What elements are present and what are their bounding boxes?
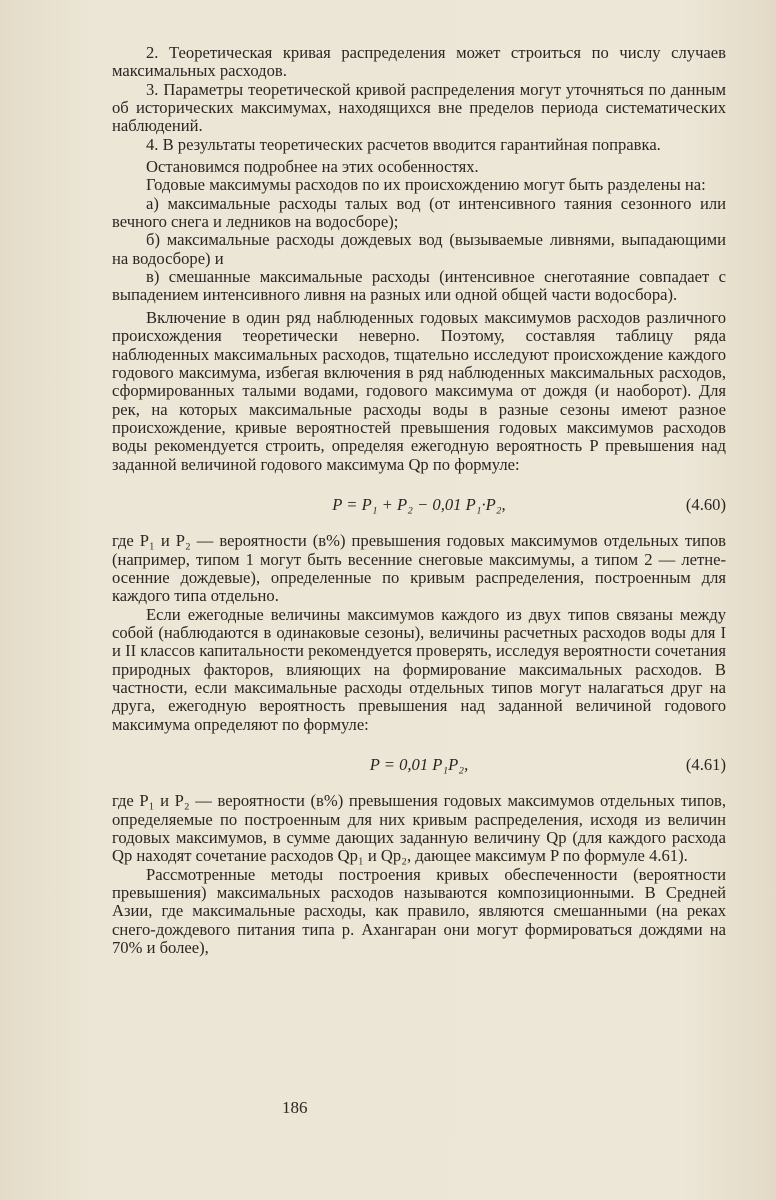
page-body: [112, 44, 726, 957]
formula-text: P = 0,01 P₁P₂,: [369, 755, 469, 775]
paragraph: Включение в один ряд наблюденных годовых максимумов расходов различного происхождения теоретически неверно. Поэтому, составляя таблицу ряда наблюденных максимальных расходов, тщательно исследуют происхождение каждого годового максимума, избегая включения в ряд наблюденных максимальных расходов, сформированных талыми водами, годового максимума от дождя (и наоборот). Для рек, на которых максимальные расходы воды в разные сезоны имеют разное происхождение, кривые вероятностей превышения годовых максимумов расходов воды рекомендуется строить, определяя ежегодную вероятность P превышения над заданной величиной годового максимума Qр по формуле:: [112, 307, 726, 474]
formula-4-60: [112, 496, 726, 514]
list-item-a: а) максимальные расходы талых вод (от интенсивного таяния сезонного или вечного снега и ледников на водосборе);: [112, 193, 726, 232]
formula-number: (4.60): [685, 494, 726, 514]
paragraph: где P₁ и P₂ — вероятности (в%) превышения годовых максимумов отдельных типов, определяемые по построенным для них кривым распределения, исходя из величин годовых максимумов, в сумме дающих заданную величину Qр (для каждого расхода Qр находят сочетание расходов Qр₁ и Qр₂, дающее максимум P по формуле 4.61).: [112, 791, 726, 866]
paragraph: 3. Параметры теоретической кривой распределения могут уточняться по данным об исторических максимумах, находящихся вне пределов периода систематических наблюдений.: [112, 79, 726, 136]
paragraph: 4. В результаты теоретических расчетов вводится гарантийная поправка.: [146, 134, 661, 154]
list-item-c: в) смешанные максимальные расходы (интенсивное снеготаяние совпадает с выпадением интенсивного ливня на разных или одной общей части водосбора).: [112, 267, 726, 305]
paragraph: Если ежегодные величины максимумов каждого из двух типов связаны между собой (наблюдаются в одинаковые сезоны), величины расчетных расходов воды для I и II классов капитальности рекомендуется проверять, исследуя вероятности сочетания природных факторов, влияющих на формирование максимальных расходов. В частности, если максимальные расходы отдельных типов могут налагаться друг на друга, ежегодную вероятность превышения над заданной величиной годового максимума определяют по формуле:: [112, 604, 726, 734]
formula-number: (4.61): [685, 755, 726, 775]
list-item-b: б) максимальные расходы дождевых вод (вызываемые ливнями, выпадающими на водосборе) и: [112, 230, 726, 268]
formula-text: P = P₁ + P₂ − 0,01 P₁·P₂,: [332, 494, 506, 514]
formula-4-61: [112, 756, 726, 774]
paragraph: Годовые максимумы расходов по их происхождению могут быть разделены на:: [146, 175, 706, 195]
paragraph: Остановимся подробнее на этих особенностях.: [146, 157, 479, 177]
paragraph: Рассмотренные методы построения кривых обеспеченности (вероятности превышения) максимальных расходов называются композиционными. В Средней Азии, где максимальные расходы, как правило, являются смешанными (на реках снего-дождевого питания типа р. Ахангаран они могут формироваться дождями на 70% и более),: [112, 864, 726, 958]
paragraph: 2. Теоретическая кривая распределения может строиться по числу случаев максимальных расходов.: [112, 43, 726, 81]
paragraph: где P₁ и P₂ — вероятности (в%) превышения годовых максимумов отдельных типов (например, типом 1 могут быть весенние снеговые максимумы, а типом 2 — летне-осенние дождевые), определенные по кривым распределения, построенным для каждого типа отдельно.: [112, 531, 726, 606]
page-number: 186: [282, 1098, 308, 1117]
